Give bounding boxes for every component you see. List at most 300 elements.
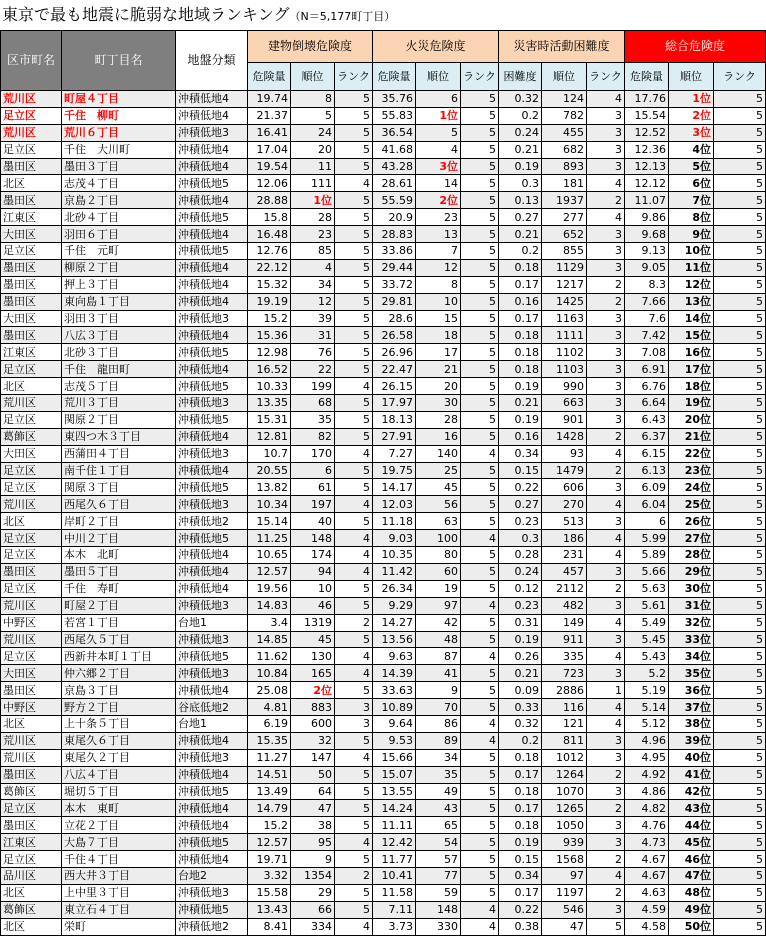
cell-town: 野方２丁目 [62,699,176,716]
cell-ward: 墨田区 [1,327,62,344]
cell-total-risk: 5.14 [625,699,669,716]
cell-building-rank: 5 [335,361,373,378]
cell-fire-rank: 4 [461,715,499,732]
cell-activity-rank: 2 [587,276,625,293]
cell-ground: 沖積低地4 [176,732,248,749]
cell-fire-order: 100 [416,530,461,547]
cell-fire-risk: 28.83 [373,226,416,243]
cell-fire-order: 54 [416,834,461,851]
cell-activity-rank: 3 [587,732,625,749]
table-row [1,141,766,158]
cell-building-risk: 15.31 [248,411,291,428]
cell-fire-risk: 22.47 [373,361,416,378]
cell-ground: 沖積低地3 [176,597,248,614]
cell-total-risk: 12.13 [625,158,669,175]
cell-fire-order: 2位 [416,192,461,209]
cell-activity-difficulty: 0.12 [499,580,542,597]
cell-town: 本木 東町 [62,800,176,817]
cell-fire-risk: 27.91 [373,428,416,445]
cell-building-order: 197 [291,496,335,513]
cell-ward: 墨田区 [1,817,62,834]
title-main: 東京で最も地震に脆弱な地域ランキング [2,5,290,24]
cell-building-rank: 5 [335,462,373,479]
cell-ward: 墨田区 [1,293,62,310]
cell-activity-rank: 4 [587,175,625,192]
table-row [1,107,766,124]
cell-activity-order: 1197 [542,884,587,901]
cell-town: 南千住１丁目 [62,462,176,479]
subheader-risk: 危険量 [625,63,669,91]
cell-fire-risk: 9.64 [373,715,416,732]
cell-building-order: 8 [291,91,335,108]
table-row [1,547,766,564]
cell-total-rank: 5 [714,563,766,580]
cell-activity-rank: 2 [587,580,625,597]
cell-building-risk: 11.25 [248,530,291,547]
cell-fire-rank: 5 [461,243,499,260]
cell-building-risk: 10.65 [248,547,291,564]
cell-activity-order: 1129 [542,259,587,276]
cell-activity-difficulty: 0.17 [499,310,542,327]
cell-fire-rank: 5 [461,631,499,648]
cell-building-order: 10 [291,580,335,597]
cell-building-risk: 12.81 [248,428,291,445]
cell-fire-rank: 5 [461,834,499,851]
cell-town: 千住 柳町 [62,107,176,124]
subheader-risk: 危険量 [248,63,291,91]
cell-building-rank: 5 [335,732,373,749]
cell-ward: 北区 [1,715,62,732]
cell-fire-order: 43 [416,800,461,817]
cell-ward: 足立区 [1,462,62,479]
cell-building-order: 68 [291,395,335,412]
cell-building-rank: 5 [335,141,373,158]
cell-total-order: 30位 [669,580,714,597]
cell-ground: 沖積低地4 [176,158,248,175]
cell-total-rank: 5 [714,817,766,834]
cell-fire-rank: 5 [461,884,499,901]
cell-fire-order: 60 [416,563,461,580]
cell-ward: 大田区 [1,665,62,682]
cell-activity-difficulty: 0.16 [499,428,542,445]
cell-building-risk: 12.57 [248,834,291,851]
cell-building-risk: 10.7 [248,445,291,462]
cell-building-order: 95 [291,834,335,851]
table-row [1,834,766,851]
cell-town: 千住 寿町 [62,580,176,597]
cell-activity-order: 186 [542,530,587,547]
cell-fire-order: 14 [416,175,461,192]
cell-activity-rank: 3 [587,513,625,530]
cell-ground: 沖積低地3 [176,631,248,648]
cell-ground: 沖積低地3 [176,749,248,766]
cell-ward: 足立区 [1,851,62,868]
cell-activity-difficulty: 0.19 [499,631,542,648]
cell-activity-difficulty: 0.18 [499,817,542,834]
cell-total-risk: 6.15 [625,445,669,462]
cell-activity-rank: 3 [587,665,625,682]
cell-activity-difficulty: 0.09 [499,682,542,699]
cell-total-risk: 17.76 [625,91,669,108]
cell-fire-order: 1位 [416,107,461,124]
cell-ground: 沖積低地3 [176,395,248,412]
cell-total-rank: 5 [714,192,766,209]
cell-building-order: 1位 [291,192,335,209]
cell-fire-order: 330 [416,918,461,935]
cell-building-rank: 5 [335,226,373,243]
cell-building-rank: 5 [335,293,373,310]
cell-total-order: 5位 [669,158,714,175]
cell-activity-difficulty: 0.18 [499,327,542,344]
cell-ground: 沖積低地4 [176,817,248,834]
cell-activity-difficulty: 0.21 [499,226,542,243]
cell-activity-difficulty: 0.28 [499,547,542,564]
cell-building-rank: 5 [335,158,373,175]
cell-building-risk: 25.08 [248,682,291,699]
cell-total-risk: 6.43 [625,411,669,428]
cell-building-order: 334 [291,918,335,935]
cell-ground: 沖積低地4 [176,462,248,479]
cell-building-risk: 19.71 [248,851,291,868]
cell-activity-rank: 5 [587,918,625,935]
cell-total-risk: 9.05 [625,259,669,276]
cell-total-risk: 6.04 [625,496,669,513]
cell-ward: 荒川区 [1,496,62,513]
cell-ward: 墨田区 [1,158,62,175]
table-row [1,766,766,783]
cell-fire-rank: 5 [461,682,499,699]
cell-building-risk: 3.32 [248,867,291,884]
cell-fire-order: 148 [416,901,461,918]
cell-ward: 足立区 [1,547,62,564]
cell-total-order: 20位 [669,411,714,428]
table-row [1,783,766,800]
cell-ground: 沖積低地4 [176,563,248,580]
subheader-order: 順位 [416,63,461,91]
subheader-rank: ランク [714,63,766,91]
cell-activity-order: 1479 [542,462,587,479]
cell-ground: 沖積低地4 [176,107,248,124]
cell-total-order: 45位 [669,834,714,851]
cell-building-order: 12 [291,293,335,310]
cell-ground: 沖積低地3 [176,445,248,462]
cell-total-rank: 5 [714,665,766,682]
cell-ward: 北区 [1,918,62,935]
cell-ground: 谷底低地2 [176,699,248,716]
header-fire: 火災危険度 [373,31,499,63]
cell-fire-risk: 11.77 [373,851,416,868]
cell-ground: 沖積低地5 [176,834,248,851]
cell-activity-difficulty: 0.23 [499,597,542,614]
cell-ward: 足立区 [1,361,62,378]
cell-total-order: 46位 [669,851,714,868]
cell-fire-rank: 5 [461,158,499,175]
cell-ground: 沖積低地2 [176,513,248,530]
cell-fire-rank: 4 [461,901,499,918]
cell-town: 押上３丁目 [62,276,176,293]
cell-ward: 足立区 [1,141,62,158]
cell-ward: 荒川区 [1,597,62,614]
cell-total-risk: 12.36 [625,141,669,158]
table-row [1,462,766,479]
cell-fire-risk: 7.27 [373,445,416,462]
cell-total-risk: 4.92 [625,766,669,783]
cell-activity-difficulty: 0.18 [499,783,542,800]
cell-total-risk: 6.13 [625,462,669,479]
cell-total-order: 18位 [669,378,714,395]
cell-fire-order: 3位 [416,158,461,175]
table-row [1,563,766,580]
cell-town: 東四つ木３丁目 [62,428,176,445]
cell-total-rank: 5 [714,884,766,901]
cell-activity-order: 652 [542,226,587,243]
cell-ground: 沖積低地5 [176,411,248,428]
cell-ward: 荒川区 [1,631,62,648]
cell-building-rank: 4 [335,918,373,935]
cell-activity-rank: 4 [587,614,625,631]
cell-fire-risk: 10.41 [373,867,416,884]
cell-total-risk: 9.68 [625,226,669,243]
cell-activity-order: 455 [542,124,587,141]
cell-activity-rank: 4 [587,648,625,665]
cell-total-order: 9位 [669,226,714,243]
cell-ground: 沖積低地3 [176,310,248,327]
cell-activity-rank: 4 [587,867,625,884]
cell-building-rank: 2 [335,614,373,631]
cell-activity-order: 482 [542,597,587,614]
cell-total-risk: 6 [625,513,669,530]
cell-total-rank: 5 [714,327,766,344]
cell-total-order: 38位 [669,715,714,732]
cell-fire-rank: 4 [461,732,499,749]
cell-fire-rank: 4 [461,530,499,547]
cell-total-risk: 4.67 [625,867,669,884]
cell-building-order: 82 [291,428,335,445]
cell-activity-difficulty: 0.3 [499,530,542,547]
cell-building-rank: 4 [335,834,373,851]
cell-ward: 江東区 [1,209,62,226]
cell-fire-risk: 43.28 [373,158,416,175]
cell-fire-risk: 20.9 [373,209,416,226]
cell-total-risk: 5.49 [625,614,669,631]
table-row [1,699,766,716]
cell-building-risk: 19.19 [248,293,291,310]
cell-building-risk: 15.58 [248,884,291,901]
cell-activity-rank: 4 [587,496,625,513]
cell-activity-order: 1050 [542,817,587,834]
cell-activity-difficulty: 0.38 [499,918,542,935]
cell-activity-order: 277 [542,209,587,226]
cell-fire-risk: 3.73 [373,918,416,935]
cell-building-order: 199 [291,378,335,395]
cell-building-risk: 10.34 [248,496,291,513]
cell-fire-rank: 5 [461,192,499,209]
cell-fire-order: 18 [416,327,461,344]
cell-building-order: 11 [291,158,335,175]
cell-ward: 品川区 [1,867,62,884]
cell-ward: 葛飾区 [1,428,62,445]
cell-fire-risk: 18.13 [373,411,416,428]
table-row [1,715,766,732]
cell-total-rank: 5 [714,766,766,783]
cell-total-rank: 5 [714,158,766,175]
table-row [1,918,766,935]
cell-town: 西尾久５丁目 [62,631,176,648]
cell-activity-rank: 3 [587,158,625,175]
cell-total-rank: 5 [714,901,766,918]
cell-building-order: 1319 [291,614,335,631]
cell-activity-order: 231 [542,547,587,564]
cell-activity-rank: 3 [587,107,625,124]
cell-building-risk: 15.35 [248,732,291,749]
cell-building-risk: 6.19 [248,715,291,732]
cell-building-rank: 5 [335,851,373,868]
cell-activity-rank: 3 [587,395,625,412]
cell-total-risk: 7.6 [625,310,669,327]
cell-building-order: 111 [291,175,335,192]
cell-activity-difficulty: 0.23 [499,513,542,530]
cell-total-rank: 5 [714,749,766,766]
cell-total-order: 44位 [669,817,714,834]
cell-ward: 足立区 [1,107,62,124]
table-row [1,901,766,918]
cell-building-order: 23 [291,226,335,243]
cell-total-order: 6位 [669,175,714,192]
cell-building-order: 46 [291,597,335,614]
cell-building-rank: 5 [335,411,373,428]
cell-town: 京島３丁目 [62,682,176,699]
cell-total-rank: 5 [714,867,766,884]
cell-building-risk: 14.85 [248,631,291,648]
cell-fire-risk: 17.97 [373,395,416,412]
cell-fire-order: 63 [416,513,461,530]
cell-fire-order: 8 [416,276,461,293]
cell-fire-risk: 28.61 [373,175,416,192]
cell-fire-rank: 5 [461,276,499,293]
cell-building-order: 39 [291,310,335,327]
table-row [1,310,766,327]
cell-fire-order: 7 [416,243,461,260]
cell-town: 若宮１丁目 [62,614,176,631]
cell-fire-rank: 5 [461,209,499,226]
cell-activity-difficulty: 0.17 [499,276,542,293]
cell-fire-risk: 14.27 [373,614,416,631]
cell-ground: 沖積低地5 [176,530,248,547]
cell-total-risk: 4.67 [625,851,669,868]
cell-total-rank: 5 [714,361,766,378]
table-row [1,293,766,310]
cell-activity-difficulty: 0.19 [499,411,542,428]
cell-activity-rank: 2 [587,800,625,817]
table-row [1,158,766,175]
cell-building-order: 31 [291,327,335,344]
cell-fire-order: 70 [416,699,461,716]
cell-total-risk: 8.3 [625,276,669,293]
cell-fire-risk: 10.35 [373,547,416,564]
cell-total-rank: 5 [714,682,766,699]
cell-activity-difficulty: 0.31 [499,614,542,631]
cell-ward: 足立区 [1,800,62,817]
cell-fire-order: 4 [416,141,461,158]
cell-total-risk: 5.19 [625,682,669,699]
cell-fire-rank: 5 [461,783,499,800]
cell-total-rank: 5 [714,209,766,226]
cell-activity-rank: 4 [587,547,625,564]
cell-building-order: 174 [291,547,335,564]
cell-ward: 墨田区 [1,192,62,209]
cell-building-rank: 4 [335,175,373,192]
table-row [1,411,766,428]
cell-ward: 足立区 [1,479,62,496]
cell-total-rank: 5 [714,648,766,665]
cell-activity-order: 811 [542,732,587,749]
cell-activity-difficulty: 0.26 [499,648,542,665]
cell-activity-rank: 3 [587,411,625,428]
cell-total-rank: 5 [714,226,766,243]
cell-ward: 北区 [1,175,62,192]
cell-activity-order: 1568 [542,851,587,868]
cell-fire-order: 21 [416,361,461,378]
cell-total-rank: 5 [714,614,766,631]
table-row [1,361,766,378]
cell-activity-order: 124 [542,91,587,108]
cell-building-rank: 5 [335,513,373,530]
cell-building-order: 1354 [291,867,335,884]
cell-building-order: 35 [291,411,335,428]
cell-total-order: 37位 [669,699,714,716]
cell-town: 羽田６丁目 [62,226,176,243]
cell-activity-order: 782 [542,107,587,124]
table-row [1,479,766,496]
cell-activity-order: 606 [542,479,587,496]
cell-total-risk: 4.58 [625,918,669,935]
cell-building-risk: 13.43 [248,901,291,918]
cell-town: 東尾久２丁目 [62,749,176,766]
cell-ward: 中野区 [1,614,62,631]
cell-total-order: 41位 [669,766,714,783]
table-row [1,124,766,141]
table-row [1,276,766,293]
cell-building-risk: 19.74 [248,91,291,108]
cell-activity-rank: 2 [587,293,625,310]
cell-town: 八広４丁目 [62,766,176,783]
cell-total-order: 2位 [669,107,714,124]
cell-town: 中川２丁目 [62,530,176,547]
table-row [1,867,766,884]
table-row [1,749,766,766]
cell-total-rank: 5 [714,834,766,851]
cell-building-risk: 15.2 [248,817,291,834]
cell-total-order: 7位 [669,192,714,209]
table-row [1,496,766,513]
cell-ground: 沖積低地5 [176,243,248,260]
cell-building-order: 64 [291,783,335,800]
table-row [1,800,766,817]
cell-activity-order: 1265 [542,800,587,817]
cell-fire-order: 5 [416,124,461,141]
cell-activity-order: 1425 [542,293,587,310]
cell-activity-order: 1070 [542,783,587,800]
cell-activity-difficulty: 0.17 [499,766,542,783]
cell-ground: 沖積低地2 [176,918,248,935]
table-row [1,580,766,597]
cell-activity-order: 663 [542,395,587,412]
cell-total-rank: 5 [714,91,766,108]
cell-activity-rank: 3 [587,310,625,327]
cell-building-risk: 15.14 [248,513,291,530]
cell-ground: 沖積低地4 [176,226,248,243]
cell-total-order: 50位 [669,918,714,935]
